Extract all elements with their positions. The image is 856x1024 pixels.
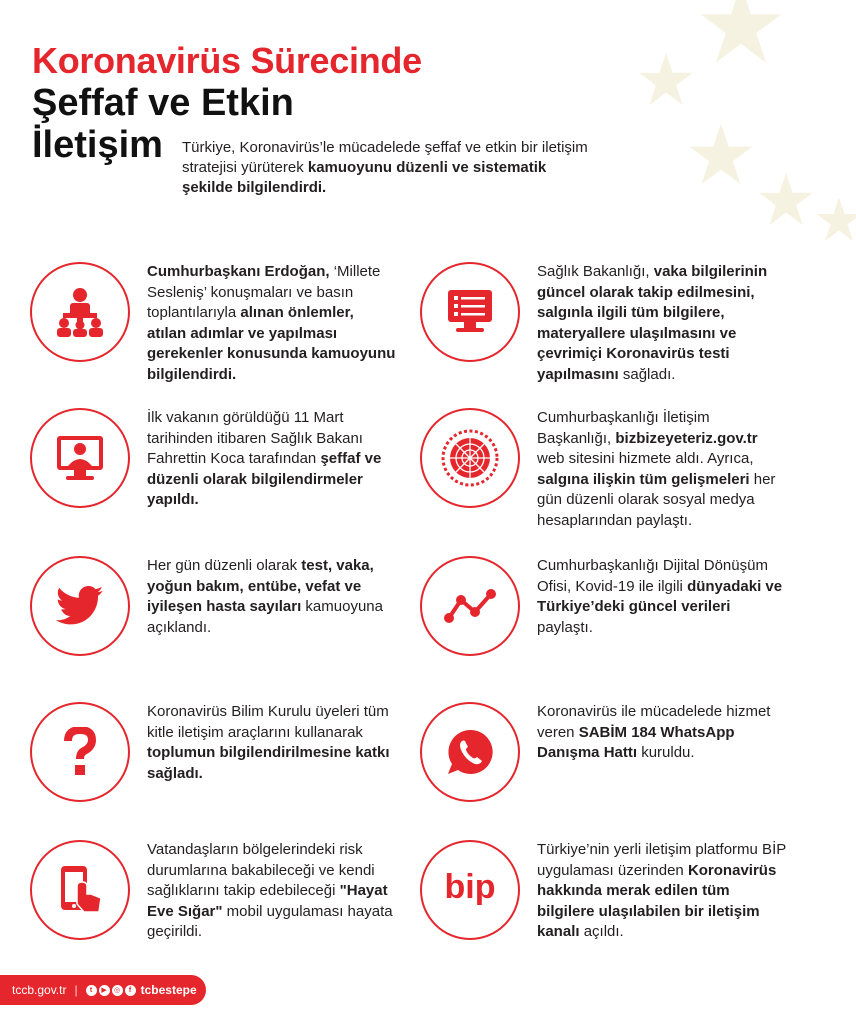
item-text-segment: Türkiye’nin yerli iletişim platformu BİP uygulaması üzerinden [537,841,786,879]
bip-logo-icon [438,868,502,912]
item-text-segment: Her gün düzenli olarak [147,557,302,574]
icon-circle [30,702,130,802]
info-item [420,408,800,529]
info-item [30,408,410,518]
presidential-seal-icon [440,428,500,488]
item-text-bold: toplumun bilgilendirilmesine katkı sağladı. [147,744,390,782]
intro-paragraph [182,138,592,198]
item-text [537,408,787,531]
icon-circle [420,262,520,362]
star-icon [756,170,816,230]
twitter-icon[interactable]: t [86,985,97,996]
info-item [30,840,410,950]
item-text [147,408,397,511]
item-text-segment: kuruldu. [637,744,695,761]
item-text-segment: Vatandaşların bölgelerindeki risk durumlarına bakabileceği ve kendi sağlıklarını takip edebileceği [147,841,375,899]
icon-circle [420,702,520,802]
icon-circle [420,556,520,656]
item-text-segment: Cumhurbaşkanlığı İletişim Başkanlığı, [537,409,710,447]
item-text-segment: kamuoyuna açıklandı. [147,598,383,636]
video-call-icon [54,432,106,484]
intro-text-bold: kamuoyunu düzenli ve sistematik şekilde bilgilendirdi. [182,159,547,196]
youtube-icon[interactable]: ▶ [99,985,110,996]
icon-circle [30,556,130,656]
line-graph-icon [443,586,497,626]
item-text-segment: paylaştı. [537,618,593,636]
item-text-segment: İlk vakanın görüldüğü 11 Mart tarihinden itibaren Sağlık Bakanı Fahrettin Koca tarafından [147,409,363,467]
icon-circle [420,408,520,508]
item-text [537,840,787,943]
info-item [420,702,800,812]
twitter-bird-icon [56,586,104,626]
item-text-bold: şeffaf ve düzenli olarak bilgilendirmeler yapıldı. [147,450,382,508]
item-text [537,702,787,764]
facebook-icon[interactable]: f [125,985,136,996]
info-item [30,702,410,812]
item-text [147,556,397,638]
info-item [420,556,800,666]
social-icons [86,985,136,996]
info-item [420,840,800,950]
item-text-segment: web sitesini hizmete aldı. Ayrıca, [537,450,754,467]
info-item [30,556,410,666]
footer-site-link[interactable]: tccb.gov.tr [12,983,67,997]
item-text-segment: Koronavirüs Bilim Kurulu üyeleri tüm kitle iletişim araçlarını kullanarak [147,703,389,741]
decorative-stars [576,0,856,260]
item-text-segment: Sağlık Bakanlığı, [537,263,654,280]
item-text-bold: dünyadaki ve Türkiye’deki güncel verileri [537,577,783,615]
item-text-bold: "Hayat Eve Sığar" [147,882,388,920]
title-line-3: İletişim [32,124,163,166]
info-item [420,262,800,383]
item-text [537,262,787,385]
item-text-bold: Koronavirüs hakkında merak edilen tüm bilgilere ulaşılabilen bir iletişim kanalı [537,861,777,940]
star-icon [696,0,786,70]
item-text-segment: Cumhurbaşkanlığı Dijital Dönüşüm Ofisi, Kovid-19 ile ilgili [537,557,768,595]
monitor-list-icon [444,286,496,338]
item-text-bold: Cumhurbaşkanı Erdoğan, [147,263,330,280]
title-line-1: Koronavirüs Sürecinde [32,40,422,81]
presentation-icon [53,285,107,339]
item-text-bold: salgına ilişkin tüm gelişmeleri [537,470,750,488]
smartphone-tap-icon [57,864,103,916]
icon-circle [30,408,130,508]
item-text-bold: test, vaka, yoğun bakım, entübe, vefat ve iyileşen hasta sayıları [147,557,374,615]
star-icon [814,195,856,245]
question-mark-icon [62,727,98,777]
instagram-icon[interactable]: ◎ [112,985,123,996]
footer-handle[interactable]: tcbestepe [140,983,197,997]
item-text [147,702,397,784]
item-text [147,840,397,943]
icon-circle [30,262,130,362]
icon-circle [30,840,130,940]
whatsapp-icon [445,727,495,777]
item-text-segment: Koronavirüs ile mücadelede hizmet veren [537,703,771,741]
item-text-segment: mobil uygulaması hayata geçirildi. [147,902,393,940]
star-icon [686,120,756,190]
item-text-segment: sağladı. [618,365,676,383]
item-text-segment: açıldı. [579,923,624,940]
item-text [537,556,787,638]
item-text-segment: ‘Millete Sesleniş’ konuşmaları ve basın toplantılarıyla [147,263,381,321]
footer-separator: | [74,983,78,997]
intro-text: Türkiye, Koronavirüs’le mücadelede şeffaf ve etkin bir iletişim stratejisi yürüterek [182,139,588,176]
footer-bar [0,975,206,1005]
item-text-bold: vaka bilgilerinin güncel olarak takip edilmesini, salgınla ilgili tüm bilgilere, materyallere ulaşılmasını ve çevrimiçi Koronavirüs testi yapılmasını [537,263,768,383]
star-icon [636,50,696,110]
icon-circle [420,840,520,940]
item-text-bold: SABİM 184 WhatsApp Danışma Hattı [537,723,735,761]
item-text-segment: her gün düzenli olarak sosyal medya hesaplarından paylaştı. [537,470,776,529]
title-line-2: Şeffaf ve Etkin [32,82,294,124]
item-text [147,262,397,385]
item-text-bold: bizbizeyeteriz.gov.tr [615,429,758,447]
item-text-bold: alınan önlemler, atılan adımlar ve yapılması gerekenler konusunda kamuoyunu bilgilendirdi. [147,304,396,383]
bip-logo-text: bip [444,868,496,906]
info-item [30,262,410,383]
